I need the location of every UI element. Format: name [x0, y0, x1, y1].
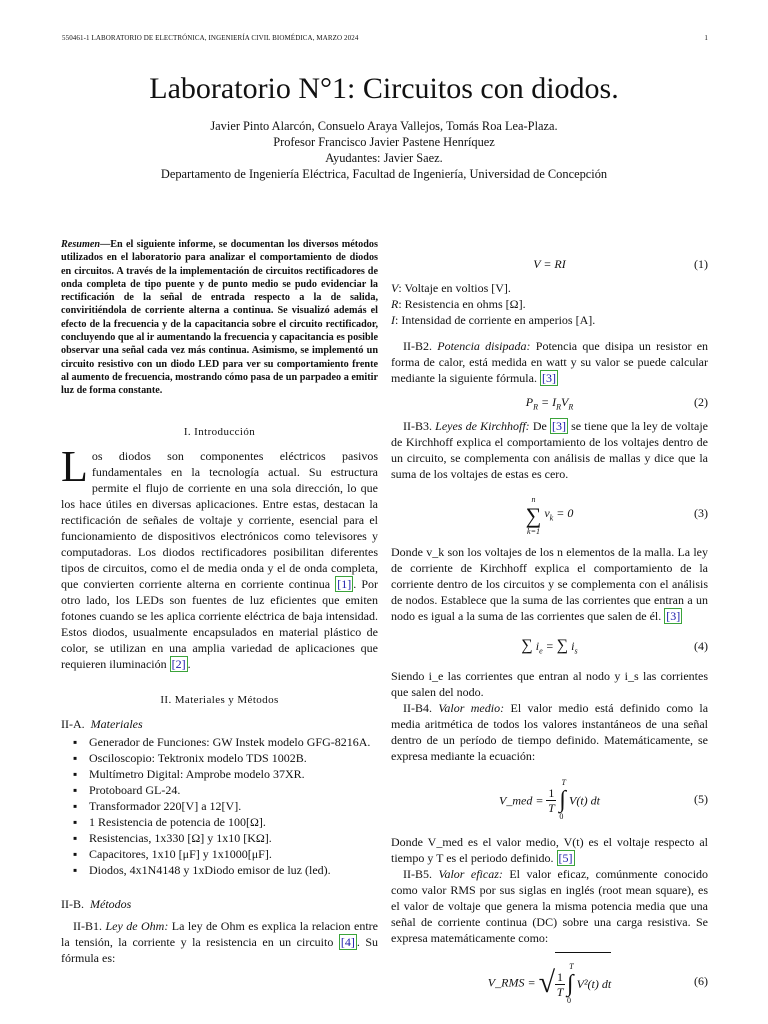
mean-value-paragraph: [391, 700, 708, 764]
citation-link[interactable]: [1]: [337, 576, 352, 591]
running-head: [62, 34, 708, 42]
right-column: [391, 238, 708, 1016]
equation-4: [391, 636, 708, 656]
kvl-paragraph: [391, 544, 708, 624]
fraction-numerator: 1: [548, 785, 555, 800]
symbol: V: [391, 281, 399, 295]
fraction: [555, 970, 565, 999]
equation-3: [391, 488, 708, 538]
fraction-denominator: T: [556, 984, 564, 999]
sqrt-symbol: √: [538, 965, 556, 999]
power-text: Potencia que disipa un resistor en forma de calor, está medida en watt y su valor se puede calcular mediante la siguiente fórmula.: [391, 339, 709, 385]
equation-body: ∑ $i_e$ = ∑ $i_s$: [521, 637, 578, 656]
paragraph-title: Leyes de Kirchhoff:: [435, 419, 530, 433]
citation-link[interactable]: [3]: [551, 419, 566, 433]
definition-text: : Intensidad de corriente en amperios [A].: [395, 313, 596, 327]
definition-v: [391, 280, 708, 296]
equation-body: $P_R = I_RV_R$: [525, 395, 574, 412]
list-item: ▪ 1 Resistencia de potencia de 100[Ω].: [61, 814, 378, 830]
left-column: [61, 238, 378, 966]
integral-operator: T ∫ 0: [559, 778, 566, 822]
list-item: ▪ Osciloscopio: Tektronix modelo TDS 1002B.: [61, 750, 378, 766]
equation-5: [391, 770, 708, 828]
introduction-paragraph: [61, 441, 379, 672]
power-paragraph: [391, 338, 708, 386]
list-item: ▪ Capacitores, 1x10 [μF] y 1x1000[μF].: [61, 846, 378, 862]
equation-number: (2): [694, 395, 708, 409]
equation-body: V²(t) dt: [576, 977, 612, 991]
definition-r: [391, 296, 708, 312]
subsection-title: Materiales: [90, 716, 143, 731]
subsection-label: II-B.: [61, 896, 84, 911]
professor-line: Profesor Francisco Javier Pastene Henríquez: [273, 135, 495, 149]
kvl-text: Donde v_k son los voltajes de los n elementos de la malla. La ley de corriente de Kirchhoff explica el comportamiento de la corriente dentro de los circuitos y se complementa con el análisis de nodos. Establece que la suma de las corrientes que entran a un nodo es igual a la suma de las corrientes que salen de él.: [391, 545, 708, 623]
paragraph-title: Valor medio:: [438, 701, 505, 715]
equation-1: [391, 254, 708, 274]
materials-list: [61, 734, 378, 878]
intro-text: Los diodos son componentes eléctricos pasivos fundamentales en la tecnología actual. Su estructura permite el flujo de corriente en una sola dirección, lo que los hace útiles en diversas aplicaciones. Entre estas, destacan la rectificación de señales de voltaje y corriente, esencial para el funcionamiento de dispositivos electrónicos como televisores y computadoras. Los diodos rectificadores posibilitan diferentes tipos de circuitos, como el de media onda y el de onda completa, que convierten corriente alterna en corriente continua: [61, 441, 378, 591]
section-heading-methods: II. Materiales y Métodos: [160, 693, 279, 706]
integral-lower-limit: 0: [559, 812, 564, 822]
equation-number: (6): [694, 974, 708, 988]
symbol: I: [391, 313, 395, 327]
affiliation-line: Departamento de Ingeniería Eléctrica, Facultad de Ingeniería, Universidad de Concepción: [160, 167, 608, 181]
kirchhoff-text: De: [532, 419, 547, 433]
paper-title: Laboratorio N°1: Circuitos con diodos.: [149, 72, 619, 105]
citation-link[interactable]: [3]: [666, 609, 681, 623]
assistants-line: Ayudantes: Javier Saez.: [325, 151, 443, 165]
fraction: [546, 786, 556, 815]
radicand: [555, 952, 611, 1013]
equation-6: [391, 952, 708, 1010]
fraction-numerator: 1: [557, 969, 564, 984]
subsection-heading-materials: [61, 716, 378, 732]
paragraph-label: II-B3.: [403, 419, 432, 433]
citation-link[interactable]: [4]: [340, 934, 355, 949]
page-number: 1: [704, 34, 708, 42]
equation-body: V = RI: [533, 257, 566, 271]
equation-number: (3): [694, 506, 708, 520]
mean-value-note: [391, 834, 708, 866]
definition-text: : Resistencia en ohms [Ω].: [398, 297, 526, 311]
equation-lhs: V_med =: [499, 793, 544, 808]
section-heading-introduction: I. Introducción: [183, 425, 256, 438]
running-head-text: 550461-1 LABORATORIO DE ELECTRÓNICA, INGENIERÍA CIVIL BIOMÉDICA, MARZO 2024: [62, 34, 359, 42]
kirchhoff-text-2: se tiene que la ley de voltaje de Kirchhoff explica el comportamiento de los voltajes dentro de un circuito, se complementa con análisis de mallas y dice que la suma de los voltajes de estas es cero.: [391, 419, 709, 481]
ohm-paragraph: [61, 918, 378, 966]
list-item: ▪ Transformador 220[V] a 12[V].: [61, 798, 378, 814]
abstract-label: Resumen: [61, 239, 101, 250]
list-item: ▪ Protoboard GL-24.: [61, 782, 378, 798]
equation-lhs: V_RMS =: [487, 975, 536, 990]
citation-link[interactable]: [2]: [171, 656, 186, 671]
list-item: ▪ Generador de Funciones: GW Instek modelo GFG-8216A.: [61, 734, 378, 750]
paragraph-title: Potencia disipada:: [437, 339, 531, 353]
author-block: [0, 118, 768, 182]
subsection-title: Métodos: [90, 896, 132, 911]
rms-paragraph: [391, 866, 708, 946]
list-item: ▪ Resistencias, 1x330 [Ω] y 1x10 [KΩ].: [61, 830, 378, 846]
citation-link[interactable]: [5]: [558, 851, 573, 865]
citation-link[interactable]: [3]: [541, 371, 556, 385]
subsection-heading-methods: [61, 896, 378, 912]
ohm-text: La ley de Ohm es explica la relacion entre la tensión, la corriente y la resistencia en un circuito: [61, 918, 378, 949]
integral-upper-limit: T: [569, 962, 574, 971]
sum-upper-limit: n: [531, 494, 536, 504]
list-item: ▪ Diodos, 4x1N4148 y 1xDiodo emisor de luz (led).: [61, 862, 378, 878]
integral-operator: T ∫ 0: [567, 962, 574, 1005]
abstract: [61, 238, 378, 398]
kirchhoff-paragraph: [391, 418, 708, 482]
integral-lower-limit: 0: [567, 996, 572, 1005]
integral-upper-limit: T: [561, 778, 566, 788]
author-names: Javier Pinto Alarcón, Consuelo Araya Vallejos, Tomás Roa Lea-Plaza.: [210, 119, 558, 133]
rms-text: El valor eficaz, comúnmente conocido como valor RMS por sus siglas en inglés (root mean square), es el valor de voltaje que genera la misma potencia media que una señal de corriente continua (DC) sobre una carga resistiva. Se expresa matemáticamente como:: [391, 867, 709, 945]
subsection-label: II-A.: [61, 716, 85, 731]
paragraph-label: II-B4.: [403, 701, 432, 715]
equation-body: $v_k = 0$: [544, 506, 574, 523]
equation-2: [391, 392, 708, 412]
equation-number: (4): [694, 639, 708, 653]
paragraph-label: II-B5.: [403, 867, 432, 881]
equation-body: V(t) dt: [569, 793, 600, 808]
sum-operator: n ∑ k=1: [525, 494, 542, 536]
symbol: R: [391, 297, 399, 311]
ohm-text-2: . Su fórmula es:: [61, 934, 378, 965]
paragraph-title: Valor eficaz:: [438, 867, 503, 881]
definition-i: [391, 312, 708, 328]
equation-number: (1): [694, 257, 708, 271]
mean-value-note-text: Donde V_med es el valor medio, V(t) es el voltaje respecto al tiempo y T es el periodo definido.: [391, 835, 708, 865]
list-item: ▪ Multímetro Digital: Amprobe modelo 37XR.: [61, 766, 378, 782]
definition-text: : Voltaje en voltios [V].: [398, 281, 511, 295]
mean-value-text: El valor medio está definido como la media aritmética de todos los valores instantáneos de una señal dentro de un período de tiempo definido. Matemáticamente, se expresa mediante la ecuación:: [391, 701, 709, 763]
abstract-text: —En el siguiente informe, se documentan los diversos métodos utilizados en el laboratorio para analizar el comportamiento de diodos en circuitos. A través de la implementación de circuitos rectificadores de onda completa de tipo puente y de punto medio se pudo evidenciar la rectificación de la señal de entrada respecto a la de salida, conviritiéndola de corriente alterna a continua. Se visualizó además el efecto de la frecuencia y de la capacitancia sobre el circuito rectificador, concluyendo que al ir aumentando la frecuencia y capacitancia es posible observar una señal cada vez más continua. Asimismo, se implementó un circuito resistivo con un diodo LED para ver su comportamiento frente al aumento de frecuencia, mostrando cómo pasa de un parpadeo a emitir luz de forma constante.: [61, 239, 378, 397]
paragraph-label: II-B2.: [403, 339, 432, 353]
kcl-paragraph: Siendo i_e las corrientes que entran al nodo y i_s las corrientes que salen del nodo.: [391, 669, 708, 699]
fraction-denominator: T: [548, 800, 555, 815]
equation-number: (5): [694, 792, 708, 806]
paragraph-title: Ley de Ohm:: [105, 918, 169, 933]
intro-text-3: .: [187, 656, 191, 671]
paragraph-label: II-B1.: [73, 918, 102, 933]
sum-lower-limit: k=1: [527, 526, 540, 536]
intro-text-2: . Por otro lado, los LEDs son fuentes de luz eficientes que emiten fotones cuando se les aplica corriente eléctrica de baja intensidad. Estos diodos, usualmente encapsulados en material plástico de color, se utilizan en una amplia variedad de aplicaciones que requieren iluminación: [61, 576, 379, 671]
